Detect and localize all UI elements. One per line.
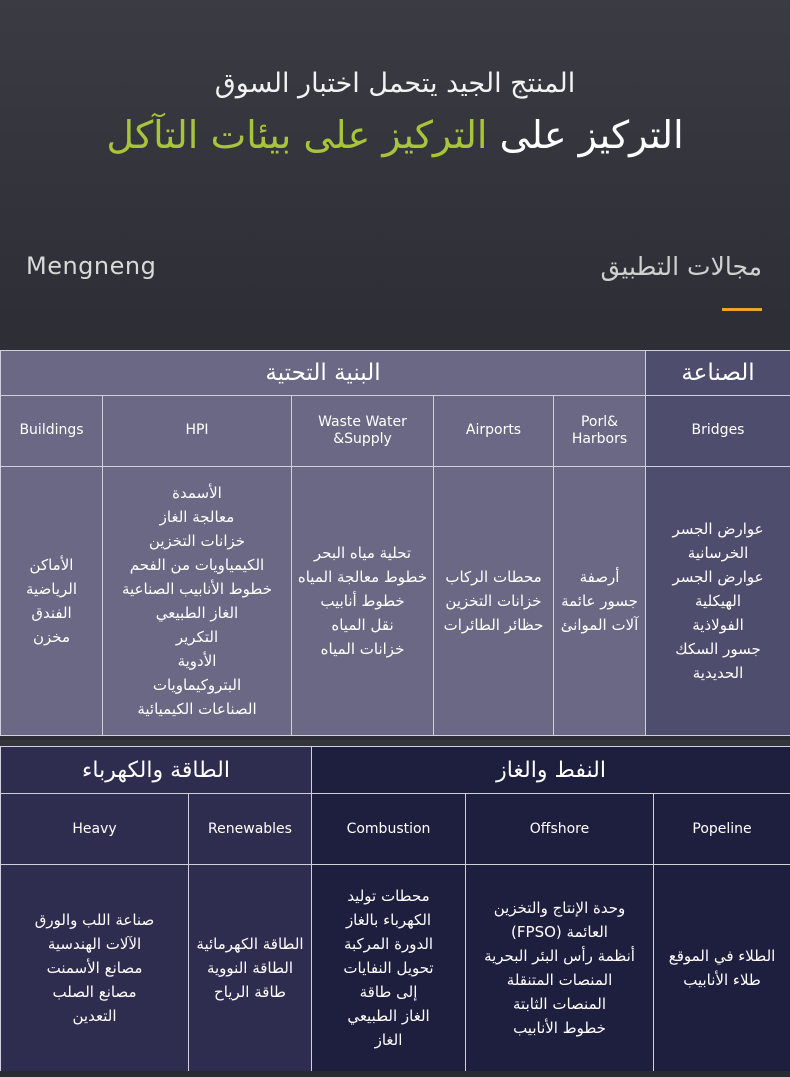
column-header-heavy: Heavy [1, 794, 189, 865]
applications-table-infrastructure [0, 350, 790, 736]
column-header-line: Waste Water [318, 413, 407, 430]
list-item: حظائر الطائرات [443, 616, 544, 634]
column-header-renewables: Renewables [189, 794, 312, 865]
list-item: معالجة الغاز [159, 508, 235, 526]
headline-accent-text: التركيز على بيئات التآكل [106, 113, 488, 157]
list-item: نقل المياه [331, 616, 394, 634]
list-item: التكرير [175, 628, 219, 646]
applications-table-energy-oil [0, 746, 790, 1072]
list-item: الغاز الطبيعي [347, 1007, 430, 1025]
list-item: خزانات المياه [320, 640, 405, 658]
list-item: جسور عائمة [561, 592, 638, 610]
column-header-hpi: HPI [103, 396, 292, 467]
list-item: الدورة المركبة [343, 935, 434, 953]
list-item: الهيكلية [695, 592, 742, 610]
list-item: الطاقة النووية [206, 959, 294, 977]
list-item: الغاز [374, 1031, 403, 1049]
column-items-waste-water [292, 467, 434, 736]
group-header-infrastructure: البنية التحتية [1, 351, 646, 396]
list-item: الأماكن [29, 556, 74, 574]
column-items-combustion [312, 865, 466, 1072]
list-item: أرصفة [579, 568, 620, 586]
list-item: الطلاء في الموقع [668, 947, 776, 965]
list-item: الآلات الهندسية [47, 935, 142, 953]
list-item: خزانات التخزين [148, 532, 246, 550]
list-item: المنصات الثابتة [513, 995, 606, 1013]
column-header-pipeline: Popeline [654, 794, 790, 865]
list-item: التعدين [72, 1007, 117, 1025]
list-item: الفولاذية [692, 616, 744, 634]
list-item: الغاز الطبيعي [155, 604, 239, 622]
list-item: طلاء الأنابيب [683, 971, 761, 989]
group-header-oil-gas: النفط والغاز [312, 747, 790, 794]
column-header-bridges: Bridges [646, 396, 790, 467]
list-item: العائمة (FPSO) [511, 923, 608, 941]
list-item: مصانع الأسمنت [46, 959, 143, 977]
list-item: الأسمدة [172, 484, 222, 502]
list-item: البتروكيماويات [152, 676, 242, 694]
list-item: الرياضية [25, 580, 78, 598]
list-item: عوارض الجسر [672, 568, 764, 586]
column-header-airports: Airports [434, 396, 554, 467]
list-item: الطاقة الكهرمائية [196, 935, 304, 953]
list-item: طاقة الرياح [214, 983, 286, 1001]
column-header-line: &Supply [333, 431, 392, 447]
list-item: تحلية مياه البحر [313, 544, 412, 562]
list-item: جسور السكك [675, 640, 761, 658]
list-item: الحديدية [692, 664, 744, 682]
list-item: الكيمياويات من الفحم [129, 556, 265, 574]
list-item: محطات توليد [347, 887, 430, 905]
group-header-industry: الصناعة [646, 351, 790, 396]
list-item: الأدوية [177, 652, 217, 670]
list-item: تحويل النفايات [343, 959, 434, 977]
list-item: الصناعات الكيميائية [137, 700, 257, 718]
column-header-line: Harbors [571, 431, 628, 447]
column-items-ports-harbors [554, 467, 646, 736]
list-item: الكهرباء بالغاز [345, 911, 432, 929]
headline-secondary [0, 113, 790, 157]
list-item: وحدة الإنتاج والتخزين [493, 899, 626, 917]
column-header-waste-water [292, 396, 434, 467]
column-header-offshore: Offshore [466, 794, 654, 865]
column-items-pipeline [654, 865, 790, 1072]
column-header-combustion: Combustion [312, 794, 466, 865]
column-items-buildings [1, 467, 103, 736]
hero-banner [0, 0, 790, 340]
list-item: خطوط أنابيب [320, 592, 405, 610]
list-item: مخزن [32, 628, 70, 646]
list-item: خطوط معالجة المياه [297, 568, 428, 586]
group-header-energy: الطاقة والكهرباء [1, 747, 312, 794]
column-items-hpi [103, 467, 292, 736]
list-item: خطوط الأنابيب الصناعية [122, 580, 272, 598]
column-items-offshore [466, 865, 654, 1072]
list-item: مصانع الصلب [52, 983, 137, 1001]
list-item: خزانات التخزين [445, 592, 542, 610]
list-item: عوارض الجسر [672, 520, 764, 538]
accent-underline [722, 308, 762, 311]
section-title: مجالات التطبيق [600, 252, 762, 281]
list-item: محطات الركاب [445, 568, 542, 586]
list-item: خطوط الأنابيب [513, 1019, 606, 1037]
column-header-buildings: Buildings [1, 396, 103, 467]
column-items-renewables [189, 865, 312, 1072]
bottom-strip [0, 1071, 790, 1077]
column-header-line: Porl& [580, 413, 619, 430]
headline-plain-text: التركيز على [499, 113, 684, 157]
list-item: الخرسانية [687, 544, 749, 562]
column-items-bridges [646, 467, 790, 736]
brand-name: Mengneng [26, 252, 157, 280]
list-item: آلات الموانئ [560, 616, 639, 634]
column-items-heavy [1, 865, 189, 1072]
list-item: الفندق [31, 604, 72, 622]
column-items-airports [434, 467, 554, 736]
list-item: أنظمة رأس البئر البحرية [484, 947, 635, 965]
list-item: صناعة اللب والورق [34, 911, 155, 929]
list-item: إلى طاقة [359, 983, 418, 1001]
headline-primary: المنتج الجيد يتحمل اختبار السوق [214, 68, 576, 99]
list-item: المنصات المتنقلة [506, 971, 613, 989]
column-header-ports-harbors [554, 396, 646, 467]
